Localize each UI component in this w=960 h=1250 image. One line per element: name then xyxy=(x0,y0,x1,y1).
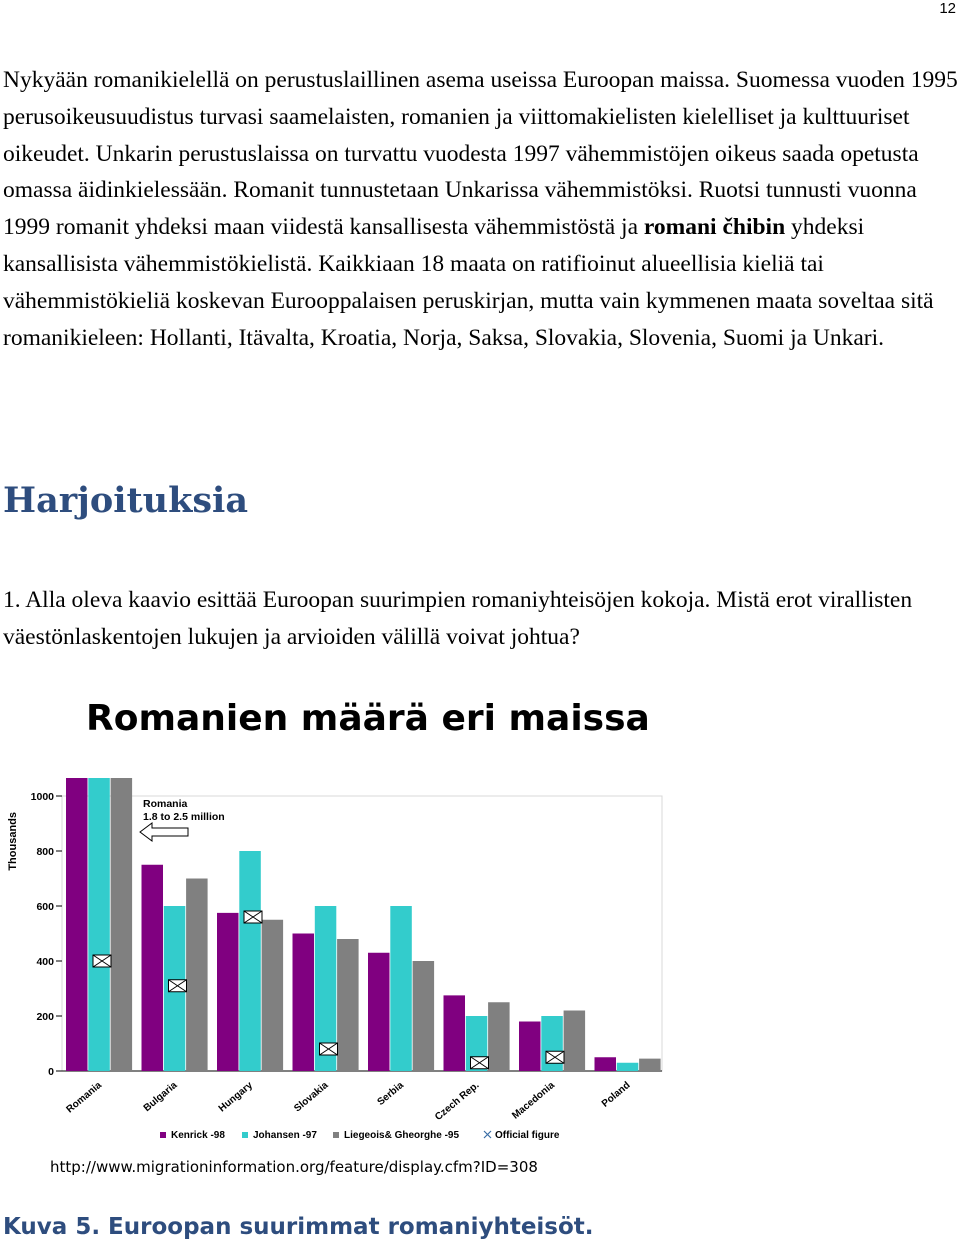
bar xyxy=(564,1011,586,1072)
bar xyxy=(444,995,466,1071)
legend-swatch xyxy=(242,1132,248,1138)
legend-label: Kenrick -98 xyxy=(171,1130,225,1141)
page-number: 12 xyxy=(939,0,956,17)
bar xyxy=(639,1059,661,1071)
paragraph-text-after: yhdeksi kansallisista vähemmistökielistä. Kaikkiaan 18 maata on ratifioinut alueellisia kieliä tai vähemmistökieliä koskevan Eurooppalaisen peruskirjan, mutta vain kymmenen maata soveltaa sitä romanikieleen: Hollanti, Itävalta, Kroatia, Norja, Saksa, Slovakia, Slovenia, Suomi ja Unkari. xyxy=(3,214,934,351)
bar xyxy=(413,961,435,1071)
legend-label: Johansen -97 xyxy=(253,1130,317,1141)
chart-heading: Romanien määrä eri maissa xyxy=(86,698,650,739)
bold-term: romani čhibin xyxy=(643,214,786,241)
bar xyxy=(186,879,208,1072)
bar xyxy=(88,778,110,1071)
body-paragraph xyxy=(3,62,958,356)
bar xyxy=(142,865,164,1071)
source-url: http://www.migrationinformation.org/feature/display.cfm?ID=308 xyxy=(50,1158,538,1176)
bar xyxy=(595,1057,617,1071)
paragraph-text-before: Nykyään romanikielellä on perustuslaillinen asema useissa Euroopan maissa. Suomessa vuoden 1995 perusoikeusuudistus turvasi saamelaisten, romanien ja viittomakielisten kielelliset ja kulttuuriset oikeudet. Unkarin perustuslaissa on turvattu vuodesta 1997 vähemmistöjen oikeus saada opetusta omassa äidinkielessään. Romanit tunnustetaan Unkarissa vähemmistöksi. Ruotsi tunnusti vuonna 1999 romanit yhdeksi maan viidestä kansallisesta vähemmistöstä ja xyxy=(3,67,958,241)
exercise-text: 1. Alla oleva kaavio esittää Euroopan suurimpien romaniyhteisöjen kokoja. Mistä erot virallisten väestönlaskentojen lukujen ja arvioiden välillä voivat johtua? xyxy=(3,587,913,650)
y-axis-label: Thousands xyxy=(7,812,19,871)
x-tick-label: Hungary xyxy=(216,1079,255,1115)
annotation-line2: 1.8 to 2.5 million xyxy=(143,811,225,823)
bar xyxy=(488,1002,510,1071)
x-tick-label: Poland xyxy=(599,1079,633,1110)
annotation-line1: Romania xyxy=(143,798,188,810)
bar-chart xyxy=(0,770,680,1155)
bar xyxy=(293,934,315,1072)
legend-x-icon xyxy=(484,1131,491,1138)
bar xyxy=(66,778,88,1071)
y-tick-label: 400 xyxy=(36,956,54,968)
legend-label: Official figure xyxy=(495,1130,560,1141)
legend-swatch xyxy=(160,1132,166,1138)
y-tick-label: 1000 xyxy=(30,791,54,803)
y-tick-label: 600 xyxy=(36,901,54,913)
y-tick-label: 200 xyxy=(36,1011,54,1023)
bar xyxy=(239,851,260,1071)
bar xyxy=(337,939,359,1071)
x-tick-label: Bulgaria xyxy=(141,1079,180,1115)
legend-label: Liegeois& Gheorghe -95 xyxy=(344,1130,460,1141)
bar xyxy=(368,953,390,1071)
x-tick-label: Macedonia xyxy=(510,1079,557,1122)
x-tick-label: Serbia xyxy=(375,1079,406,1108)
bar xyxy=(390,906,412,1071)
legend-swatch xyxy=(333,1132,339,1138)
y-tick-label: 800 xyxy=(36,846,54,858)
figure-caption: Kuva 5. Euroopan suurimmat romaniyhteisöt. xyxy=(3,1214,594,1240)
bar xyxy=(262,920,284,1071)
bar xyxy=(111,778,133,1071)
bar xyxy=(519,1022,541,1072)
x-tick-label: Czech Rep. xyxy=(433,1079,482,1123)
x-tick-label: Romania xyxy=(64,1079,104,1116)
section-heading: Harjoituksia xyxy=(3,480,249,521)
bar xyxy=(617,1063,639,1071)
bar xyxy=(217,913,239,1071)
x-tick-label: Slovakia xyxy=(292,1079,331,1115)
y-tick-label: 0 xyxy=(48,1066,54,1078)
